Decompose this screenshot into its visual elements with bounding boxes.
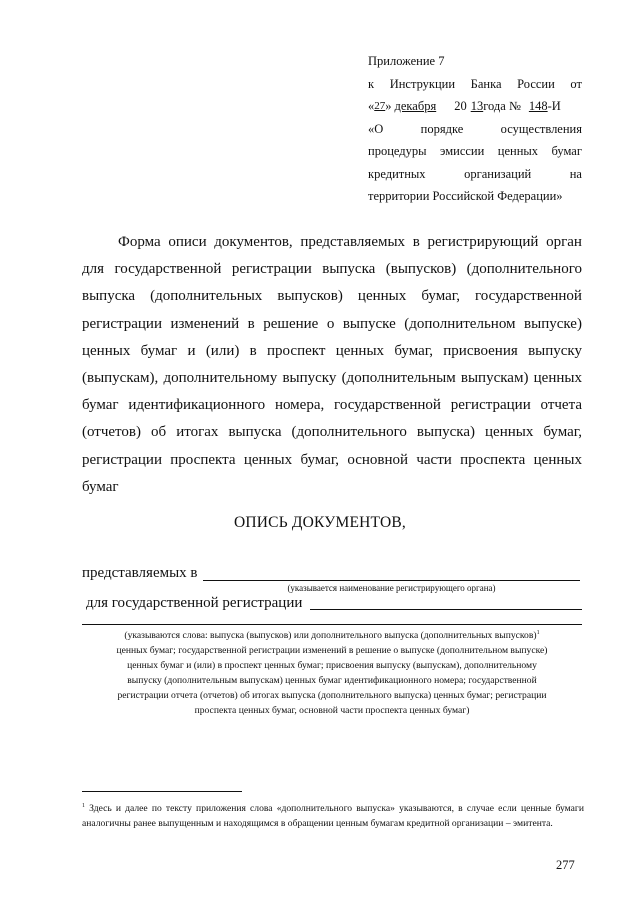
word: порядке <box>420 121 464 136</box>
title-word: описи <box>168 234 207 250</box>
date-mid: года № <box>483 99 521 113</box>
title-word: выпусков) <box>277 288 343 305</box>
submitted-to-field[interactable] <box>203 580 580 581</box>
word: к <box>368 76 375 91</box>
date-month: декабря <box>394 99 437 113</box>
title-word: для <box>82 261 105 278</box>
word: кредитных <box>368 166 426 181</box>
registration-field-continuation[interactable] <box>82 624 582 625</box>
title-word: документов, <box>214 234 293 250</box>
title-word: в <box>249 342 257 359</box>
word: на <box>569 166 582 181</box>
instruction-number-suffix: -И <box>547 99 561 113</box>
form-title-line <box>82 229 582 256</box>
instruction-number: 148 <box>528 99 548 113</box>
note-line: ценных бумаг; государственной регистрации изменений в решение о выпуске (дополнительном выпуске) <box>116 645 548 657</box>
title-word: проспекта <box>170 451 236 468</box>
title-word: представляемых <box>300 234 406 250</box>
appendix-header <box>368 50 582 208</box>
title-word: бумаг, <box>543 424 582 441</box>
title-word: ценных <box>243 451 293 468</box>
form-title-line <box>82 311 582 338</box>
title-word: регистрации <box>82 315 162 332</box>
word: процедуры <box>368 144 427 158</box>
appendix-line-6 <box>368 163 582 186</box>
footnote <box>82 799 584 831</box>
title-word: государственной <box>114 261 222 278</box>
footnote-divider <box>82 791 242 792</box>
title-word: в <box>412 234 420 250</box>
title-word: ценных <box>485 424 534 441</box>
title-word: отчета <box>540 397 582 414</box>
title-word: бумаг, <box>394 342 433 359</box>
title-word: бумаг, <box>300 451 340 468</box>
registration-field[interactable] <box>310 609 582 610</box>
title-word: и <box>187 342 196 359</box>
title-word: ценных <box>335 342 385 359</box>
title-word: ценных <box>357 288 407 305</box>
date-year-suffix: 13 <box>470 99 484 113</box>
title-word: ценных <box>533 451 582 468</box>
title-word: о <box>326 315 335 332</box>
title-word: выпуска <box>322 261 376 278</box>
title-word: регистрирующий <box>427 234 539 250</box>
title-word: выпуска <box>82 288 136 305</box>
title-word: (выпусков) <box>385 261 457 278</box>
form-title-line <box>82 338 582 365</box>
title-word: проспекта <box>460 451 526 468</box>
title-word: (дополнительного <box>291 424 407 441</box>
title-word: (дополнительном <box>404 315 516 332</box>
title-word: бумаг <box>140 342 178 359</box>
title-word: (дополнительным <box>341 370 456 387</box>
title-word: выпуска <box>228 424 282 441</box>
form-title-line <box>82 392 582 419</box>
title-word: (дополнительного <box>466 261 582 278</box>
word: организаций <box>464 166 532 181</box>
title-word: выпуске) <box>524 315 582 332</box>
title-word: в <box>247 315 255 332</box>
title-word: выпуску <box>282 370 337 387</box>
appendix-line-7: территории Российской Федерации» <box>368 189 563 203</box>
title-word: регистрации <box>231 261 312 278</box>
title-word: бумаг, <box>421 288 460 305</box>
inventory-heading: ОПИСЬ ДОКУМЕНТОВ, <box>234 514 406 531</box>
note-line: выпуску (дополнительным выпускам) ценных бумаг идентификационного номера; государственной <box>127 675 537 687</box>
title-word: (дополнительных <box>150 288 263 305</box>
word: ценных <box>497 144 539 158</box>
word: эмиссии <box>439 144 485 158</box>
title-word: идентификационного <box>128 397 266 414</box>
note-line: регистрации отчета (отчетов) об итогах выпуска (дополнительного выпуска) ценных бумаг; регистрации <box>117 690 547 702</box>
title-word: ценных <box>82 342 131 359</box>
form-title-line <box>82 256 582 283</box>
title-word: ценных <box>533 370 582 387</box>
footnote-mark: 1 <box>82 803 85 809</box>
word: бумаг <box>551 144 582 158</box>
submitted-to-hint: (указывается наименование регистрирующего органа) <box>287 583 496 593</box>
title-word: бумаг <box>82 397 119 414</box>
note-line: проспекта ценных бумаг, основной части проспекта ценных бумаг) <box>194 705 470 717</box>
registration-note <box>82 626 582 718</box>
form-title-line: бумаг <box>82 478 119 495</box>
title-word: регистрации <box>450 397 531 414</box>
registration-label: для государственной регистрации <box>86 595 303 611</box>
title-word: Форма <box>118 234 161 250</box>
title-word: части <box>416 451 452 468</box>
date-open-quote: « <box>368 99 375 113</box>
title-word: решение <box>263 315 319 332</box>
title-word: проспект <box>267 342 326 359</box>
appendix-line-4 <box>368 118 582 141</box>
title-word: выпуске <box>342 315 396 332</box>
note-text: (указываются слова: выпуска (выпусков) или дополнительного выпуска (дополнительных выпусков) <box>124 630 537 642</box>
word: «О <box>368 121 384 136</box>
word: от <box>570 76 582 91</box>
word: Банка <box>470 76 502 91</box>
title-word: орган <box>546 234 582 250</box>
appendix-line-5 <box>368 140 582 163</box>
title-word: номера, <box>274 397 325 414</box>
title-word: присвоения <box>443 342 518 359</box>
title-word: государственной <box>334 397 441 414</box>
title-word: выпускам) <box>460 370 529 387</box>
title-word: регистрации <box>82 451 162 468</box>
title-word: дополнительному <box>163 370 278 387</box>
appendix-line-instruction <box>368 73 582 96</box>
title-word: итогах <box>176 424 219 441</box>
page-number: 277 <box>556 858 575 872</box>
title-word: (выпускам), <box>82 370 159 387</box>
date-year-prefix: 20 <box>454 99 467 113</box>
title-word: (или) <box>205 342 240 359</box>
footnote-text: Здесь и далее по тексту приложения слова «дополнительного выпуска» указываются, в случае если ценные бумаги аналогичны ранее выпущенным и находящимся в обращении ценным бумагам кредитной организации – эмитента. <box>82 803 584 829</box>
note-line: ценных бумаг и (или) в проспект ценных бумаг; присвоения выпуску (выпускам), дополнительному <box>127 660 537 672</box>
form-title-line <box>82 419 582 446</box>
date-day: 27 <box>374 100 386 112</box>
submitted-to-label: представляемых в <box>82 565 198 581</box>
form-title-line <box>82 283 582 310</box>
appendix-line-date <box>368 95 582 118</box>
word: Инструкции <box>389 76 456 91</box>
form-title-line <box>82 365 582 392</box>
title-word: изменений <box>170 315 240 332</box>
date-close-quote: » <box>385 99 392 113</box>
form-title-line <box>82 447 582 474</box>
footnote-ref: 1 <box>536 630 540 636</box>
title-word: (отчетов) <box>82 424 141 441</box>
form-title <box>82 229 582 501</box>
title-word: основной <box>347 451 409 468</box>
appendix-title: Приложение 7 <box>368 54 445 68</box>
title-word: государственной <box>475 288 582 305</box>
title-word: выпуску <box>528 342 582 359</box>
note-line <box>82 626 582 643</box>
word: России <box>517 76 555 91</box>
title-word: об <box>151 424 167 441</box>
title-word: выпуска) <box>416 424 475 441</box>
word: осуществления <box>500 121 582 136</box>
